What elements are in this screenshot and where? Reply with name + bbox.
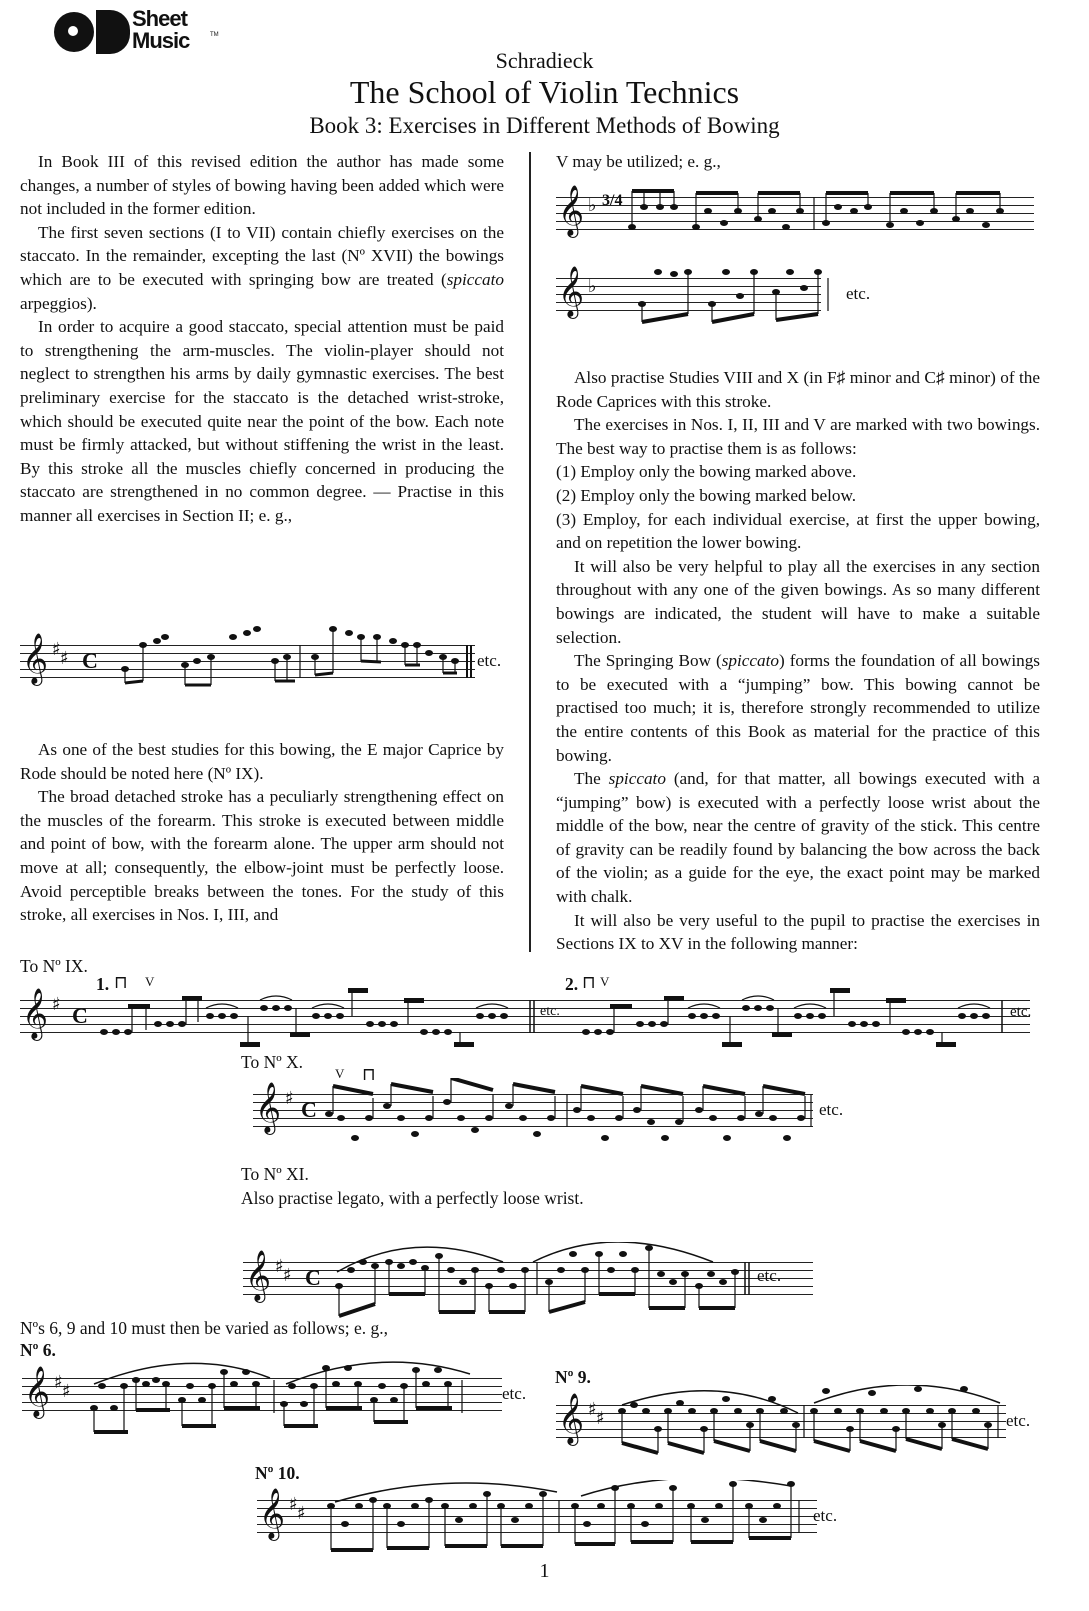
note-sequence-variant-2 [580,986,1010,1052]
example-label-no11: To Nº XI. [241,1164,309,1184]
music-example-section-ii [20,633,502,705]
paragraph-helpful: It will also be very helpful to play all the exercises in any section throughout with any one of the given bowings. As so many different bowings are indicated, the student will have to make a suitable selection. [556,556,1040,647]
sharp-icon: ♯ [588,1399,597,1420]
etc-label: etc. [819,1100,844,1119]
music-example-no6 [22,1366,527,1438]
note-sequence [90,1360,490,1440]
sharp-icon: ♯ [62,1381,71,1402]
paragraph-rode-studies: Also practise Studies VIII and X (in F♯ minor and C♯ minor) of the Rode Caprices with this stroke. [556,368,1040,411]
note-sequence [626,185,1034,245]
etc-label: etc. [502,1384,527,1403]
time-signature: 3/4 [602,192,623,209]
sharp-icon: ♯ [297,1503,306,1524]
etc-label: etc. [477,651,502,670]
text: The first seven sections (I to VII) contain chiefly exercises on the staccato. In the remainder, excepting the last (Nº XVII) the bowings which are to be executed with springing bow are treated ( [20,222,504,289]
variant-1-label: 1. [96,974,110,994]
right-column-top [556,150,1040,174]
treble-clef-icon: 𝄞 [24,1366,51,1417]
note-sequence [636,258,836,328]
text: (and, for that matter, all bowings executed with a “jumping” bow) is executed with a perfectly loose wrist about the middle of the bow, near the centre of gravity of the stick. This centre of gravity can be readily found by balancing the bow across the back of the violin; as a guide for the eye, the exact point may be marked with chalk. [556,769,1040,907]
legato-instruction: Also practise legato, with a perfectly loose wrist. [241,1188,584,1208]
list-item-1: (1) Employ only the bowing marked above. [556,462,857,482]
list-item-3: (3) Employ, for each individual exercise, at first the upper bowing, and on repetition the lower bowing. [556,509,1040,553]
example-label-no9: To Nº IX. [20,956,88,976]
paragraph-broad-stroke: The broad detached stroke has a peculiarly strengthening effect on the muscles of the forearm. This stroke is executed between middle and point of bow, with the forearm alone. The upper arm should not move at all; consequently, the elbow-joint must be perfectly loose. Avoid perceptible breaks between the tones. For the study of this stroke, all exercises in Nos. I, III, and [20,787,504,925]
sharp-icon: ♯ [283,1265,292,1286]
italic-term: spiccato [608,769,666,789]
paragraph-sections-ix-xv: It will also be very useful to the pupil to practise the exercises in Sections IX to XV in the following manner: [556,910,1040,954]
italic-term: spiccato [446,269,504,289]
treble-clef-icon: 𝄞 [22,633,49,684]
etc-label: etc. [813,1506,838,1525]
treble-clef-icon: 𝄞 [245,1250,272,1301]
etc-label: etc. [846,284,871,303]
example-label-no9-variation: Nº 9. [555,1367,591,1387]
down-bow-icon: ⊓ [582,972,596,992]
paragraph-spiccato [556,767,1040,909]
paragraph-two-bowings: The exercises in Nos. I, II, III and V are marked with two bowings. The best way to practise them is as follows: [556,415,1040,458]
common-time-icon: C [82,648,98,673]
page-subtitle: Book 3: Exercises in Different Methods of Bowing [309,113,780,138]
note-sequence-variant-1 [98,986,538,1052]
variant-2-label: 2. [565,974,579,994]
treble-clef-icon: 𝄞 [259,1488,286,1539]
column-divider [529,152,531,952]
down-bow-icon: ⊓ [362,1064,376,1084]
treble-clef-icon: 𝄞 [22,988,49,1039]
right-column-bottom [556,366,1040,956]
page-number: 1 [539,1560,550,1582]
etc-label: etc. [1006,1411,1031,1430]
example-label-no10: To Nº X. [241,1052,304,1072]
text: arpeggios). [20,293,97,313]
note-sequence [323,1078,813,1158]
logo-music-text: Music [132,28,190,53]
cd-disc-icon [54,12,94,52]
left-column-bottom [20,738,504,927]
music-example-broad-stroke-line1 [556,185,1034,247]
etc-label: etc. [757,1266,782,1285]
text: The Springing Bow ( [574,651,722,671]
music-example-no10-variation [257,1488,838,1560]
sharp-icon: ♯ [285,1088,294,1109]
sharp-icon: ♯ [289,1494,298,1515]
note-sequence [325,1480,805,1560]
music-example-no9-variation [556,1393,1031,1465]
common-time-icon: C [301,1097,317,1122]
italic-term: spiccato [721,651,779,671]
logo-trademark: TM [210,32,219,38]
up-bow-icon: V [335,1066,345,1081]
note-sequence [618,1385,1010,1465]
author-name: Schradieck [495,48,594,73]
example-label-no6: Nº 6. [20,1340,56,1360]
treble-clef-icon: 𝄞 [558,266,585,317]
sharp-icon: ♯ [52,994,61,1015]
music-example-no9 [20,988,1032,1050]
left-column-top [20,150,504,528]
treble-clef-icon: 𝄞 [558,1393,585,1444]
paragraph-intro: In Book III of this revised edition the author has made some changes, a number of styles of bowing having been added which were not included in the former edition. [20,152,504,219]
sharp-icon: ♯ [596,1408,605,1429]
text: The [574,769,609,789]
logo-sheet-text: Sheet [132,6,187,31]
common-time-icon: C [72,1003,88,1028]
paragraph-rode-caprice: As one of the best studies for this bowing, the E major Caprice by Rode should be noted here (Nº IX). [20,740,504,783]
page-title: The School of Violin Technics [349,74,740,110]
up-bow-icon: V [145,974,155,989]
note-sequence [333,1242,813,1322]
paragraph-utilized: V may be utilized; e. g., [556,152,721,171]
treble-clef-icon: 𝄞 [255,1082,282,1133]
note-sequence [115,625,475,705]
flat-icon: ♭ [588,276,597,297]
music-example-no10 [253,1082,844,1154]
etc-label: etc. [540,1004,560,1019]
music-example-no11 [243,1250,813,1322]
paragraph-sections [20,221,504,315]
flat-icon: ♭ [588,195,597,216]
text: ) forms the foundation of all bowings to be executed with a “jumping” bow. This bowing cannot be practised too much; it is, therefore strongly recommended to utilize the entire contents of this Book as material for the practice of this bowing. [556,651,1040,765]
variations-intro: Nºs 6, 9 and 10 must then be varied as follows; e. g., [20,1318,389,1338]
sharp-icon: ♯ [54,1372,63,1393]
treble-clef-icon: 𝄞 [558,185,585,236]
list-item-2: (2) Employ only the bowing marked below. [556,485,857,505]
example-label-no10-variation: Nº 10. [255,1463,300,1483]
sharp-icon: ♯ [275,1256,284,1277]
up-bow-icon: V [600,974,610,989]
paragraph-springing-bow [556,649,1040,767]
down-bow-icon: ⊓ [114,972,128,992]
music-example-broad-stroke-line2 [556,266,871,328]
sharp-icon: ♯ [60,648,69,669]
common-time-icon: C [305,1265,321,1290]
sharp-icon: ♯ [52,639,61,660]
etc-label: etc. [1010,1004,1032,1020]
paragraph-staccato: In order to acquire a good staccato, special attention must be paid to strengthening the arm-muscles. The violin-player should not neglect to strengthen his arms by daily gymnastic exercises. The best preliminary exercise for the staccato is the detached wrist-stroke, which should be executed quite near the point of the bow. Each note must be firmly attacked, but without stiffening the wrist in the least. By this stroke all the muscles chiefly concerned in producing the staccato are strengthened in no common degree. — Practise in this manner all exercises in Section II; e. g., [20,317,504,525]
